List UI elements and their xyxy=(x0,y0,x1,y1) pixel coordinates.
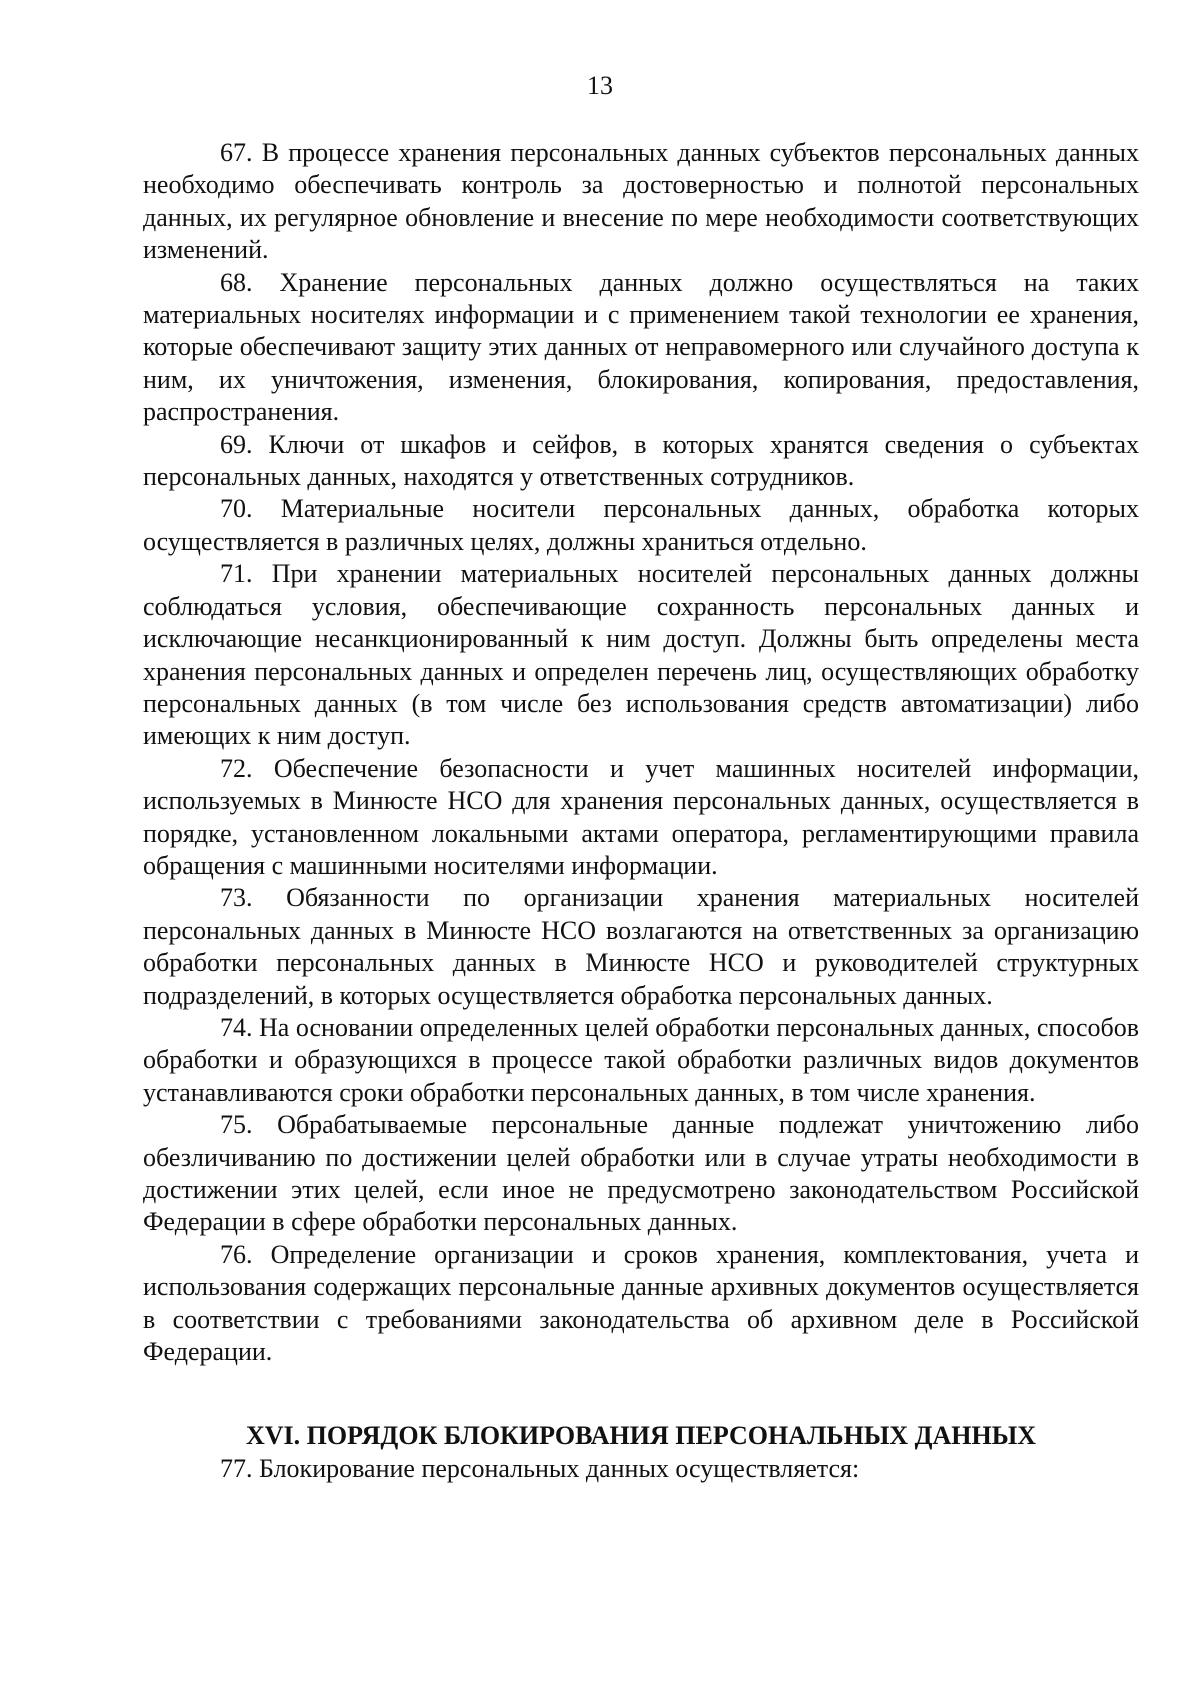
paragraph-76: 76. Определение организации и сроков хранения, комплектования, учета и использования содержащих персональные данные архивных документов осуществляется в соответствии с требованиями законодательства об архивном деле в Российской Федерации. xyxy=(143,1239,1139,1367)
paragraph-75: 75. Обрабатываемые персональные данные подлежат уничтожению либо обезличиванию по достижении целей обработки или в случае утраты необходимости в достижении этих целей, если иное не предусмотрено законодательством Российской Федерации в сфере обработки персональных данных. xyxy=(143,1110,1139,1237)
document-body xyxy=(143,137,1139,1485)
paragraph-73: 73. Обязанности по организации хранения материальных носителей персональных данных в Минюсте НСО возлагаются на ответственных за организацию обработки персональных данных в Минюсте НСО и руководителей структурных подразделений, в которых осуществляется обработка персональных данных. xyxy=(143,883,1139,1010)
paragraph-68: 68. Хранение персональных данных должно осуществляться на таких материальных носителях информации и с применением такой технологии ее хранения, которые обеспечивают защиту этих данных от неправомерного или случайного доступа к ним, их уничтожения, изменения, блокирования, копирования, предоставления, распространения. xyxy=(143,267,1139,427)
paragraph-69: 69. Ключи от шкафов и сейфов, в которых хранятся сведения о субъектах персональных данных, находятся у ответственных сотрудников. xyxy=(143,429,1139,492)
section-title: XVI. ПОРЯДОК БЛОКИРОВАНИЯ ПЕРСОНАЛЬНЫХ ДАННЫХ xyxy=(245,1421,1037,1451)
paragraph-71: 71. При хранении материальных носителей персональных данных должны соблюдаться условия, обеспечивающие сохранность персональных данных и исключающие несанкционированный к ним доступ. Должны быть определены места хранения персональных данных и определен перечень лиц, осуществляющих обработку персональных данных (в том числе без использования средств автоматизации) либо имеющих к ним доступ. xyxy=(143,559,1139,751)
paragraph-67: 67. В процессе хранения персональных данных субъектов персональных данных необходимо обеспечивать контроль за достоверностью и полнотой персональных данных, их регулярное обновление и внесение по мере необходимости соответствующих изменений. xyxy=(143,138,1139,265)
paragraph-70: 70. Материальные носители персональных данных, обработка которых осуществляется в различных целях, должны храниться отдельно. xyxy=(143,494,1139,556)
paragraph-74: 74. На основании определенных целей обработки персональных данных, способов обработки и образующихся в процессе такой обработки различных видов документов устанавливаются сроки обработки персональных данных, в том числе хранения. xyxy=(143,1012,1139,1107)
page-number: 13 xyxy=(587,71,613,100)
paragraph-77: 77. Блокирование персональных данных осуществляется: xyxy=(220,1453,860,1483)
paragraph-72: 72. Обеспечение безопасности и учет машинных носителей информации, используемых в Минюсте НСО для хранения персональных данных, осуществляется в порядке, установленном локальными актами оператора, регламентирующими правила обращения с машинными носителями информации. xyxy=(143,753,1139,880)
